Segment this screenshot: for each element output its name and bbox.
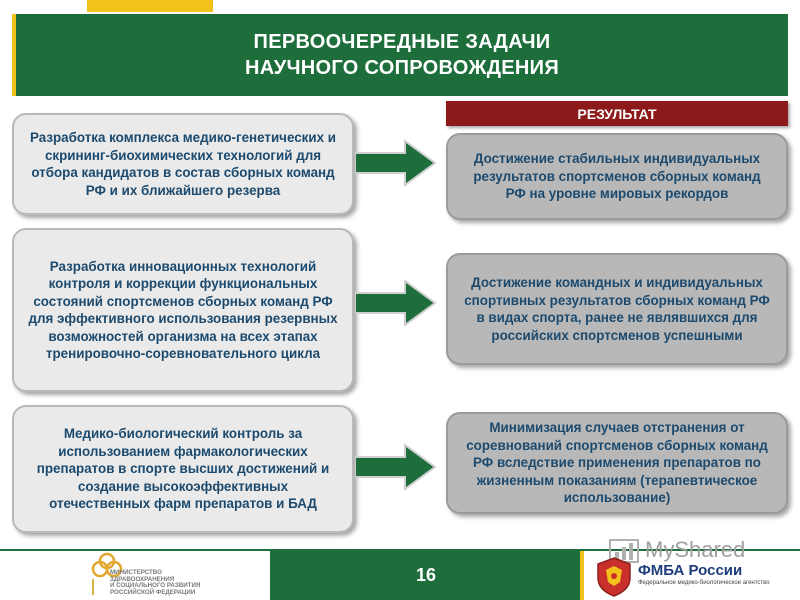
page-number-accent	[580, 551, 584, 600]
task-text-1: Разработка комплекса медико-генетических и скрининг-биохимических технологий для отбора кандидатов в состав сборных команд РФ и их ближайшего резерва	[29, 130, 337, 198]
result-text-3: Минимизация случаев отстранения от соревнований спортсменов сборных команд РФ вследствие применения препаратов по жизненным показаниям (терапевтическое использование)	[466, 420, 768, 506]
task-box-1	[12, 113, 354, 215]
ministry-line-1: МИНИСТЕРСТВО	[110, 569, 162, 576]
task-text-2: Разработка инновационных технологий контроля и коррекции функциональных состояний спортсменов сборных команд РФ для эффективного использования резервных возможностей организма на всех этапах тренировочно-соревновательного цикла	[28, 258, 338, 361]
ministry-line-3: И СОЦИАЛЬНОГО РАЗВИТИЯ	[110, 582, 201, 590]
ministry-name	[110, 570, 220, 596]
page-number: 16	[270, 551, 582, 600]
result-box-2	[446, 253, 788, 365]
result-box-3	[446, 412, 788, 514]
top-accent-bar	[87, 0, 213, 12]
result-header: РЕЗУЛЬТАТ	[446, 101, 788, 126]
task-box-2	[12, 228, 354, 392]
fmba-title: ФМБА России	[638, 562, 743, 579]
result-text-1: Достижение стабильных индивидуальных результатов спортсменов сборных команд РФ на уровне мировых рекордов	[473, 151, 761, 202]
arrow-right-icon	[355, 139, 437, 187]
ministry-line-4: РОССИЙСКОЙ ФЕДЕРАЦИИ	[110, 588, 196, 596]
watermark: MyShared	[645, 537, 746, 562]
title-line-2: НАУЧНОГО СОПРОВОЖДЕНИЯ	[244, 57, 559, 79]
title-line-1: ПЕРВООЧЕРЕДНЫЕ ЗАДАЧИ	[253, 31, 551, 53]
ministry-line-2: ЗДРАВООХРАНЕНИЯ	[110, 575, 175, 583]
fmba-subtitle: Федеральное медико-биологическое агентство	[638, 580, 770, 586]
fmba-emblem-icon	[594, 556, 634, 598]
arrow-right-icon	[355, 443, 437, 491]
slide-title	[12, 14, 788, 96]
arrow-right-icon	[355, 279, 437, 327]
result-text-2: Достижение командных и индивидуальных спортивных результатов сборных команд РФ в видах спорта, ранее не являвшихся для российских спортсменов успешными	[464, 275, 770, 343]
task-box-3	[12, 405, 354, 533]
result-box-1	[446, 133, 788, 220]
task-text-3: Медико-биологический контроль за использованием фармакологических препаратов в спорте высших достижений и создание высокоэффективных отечественных фарм препаратов и БАД	[36, 426, 330, 512]
